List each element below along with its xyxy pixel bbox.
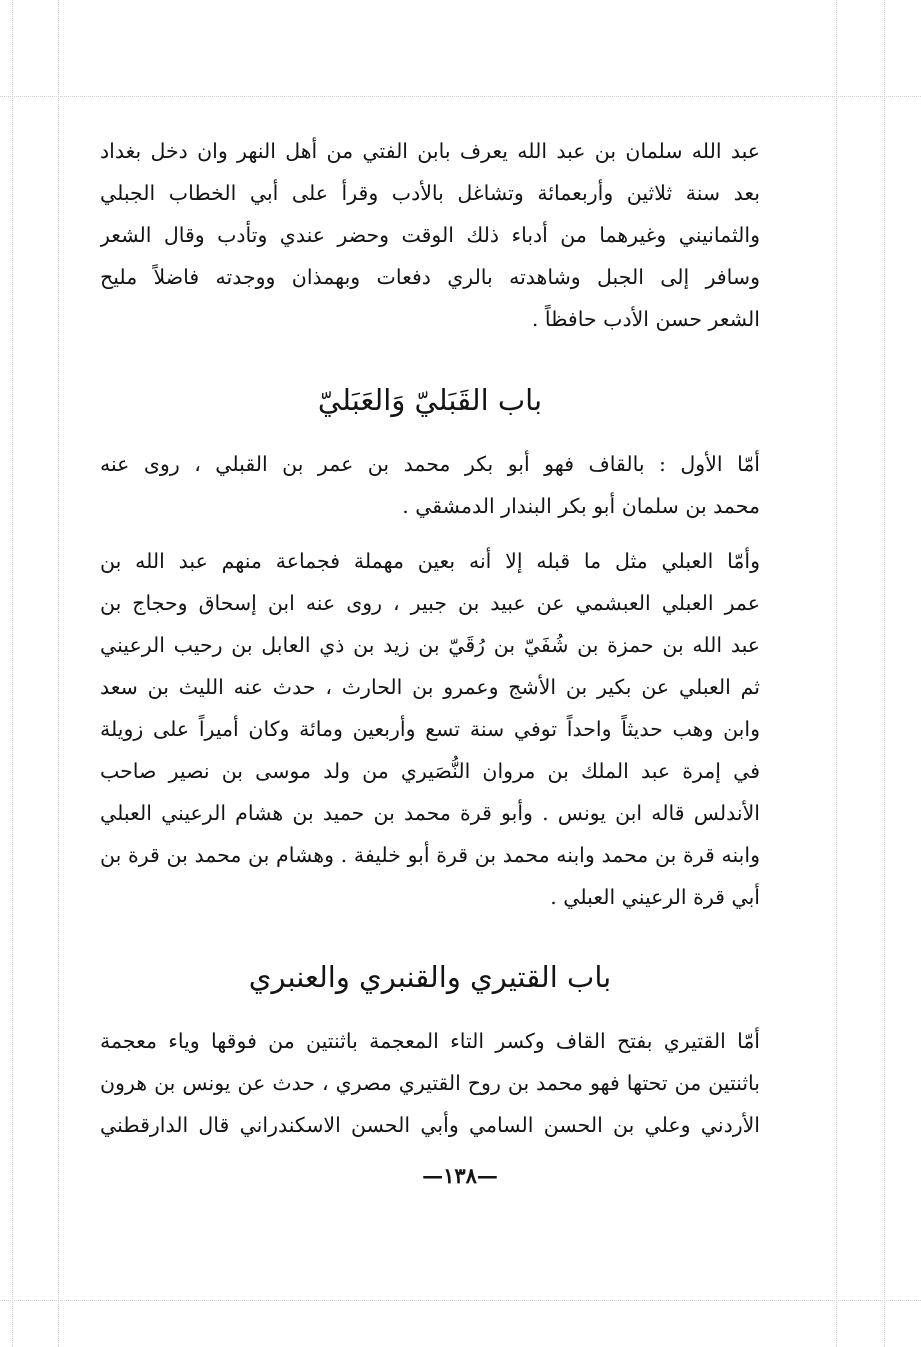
scan-guide-line bbox=[58, 0, 59, 1347]
paragraph-3 bbox=[100, 540, 760, 918]
text-line: عبد الله بن حمزة بن شُفَيّ بن رُقَيّ بن زيد بن ذي العابل بن رحيب الرعيني bbox=[100, 633, 760, 657]
page-number: —١٣٨— bbox=[422, 1163, 498, 1188]
text-line: ثم العبلي عن بكير بن الأشج وعمرو بن الحارث ، حدث عنه الليث بن سعد bbox=[100, 675, 760, 699]
scan-guide-line bbox=[836, 0, 837, 1347]
text-line: وابنه قرة بن محمد وابنه محمد بن قرة أبو خليفة . وهشام بن محمد بن قرة بن bbox=[100, 843, 760, 867]
paragraph-1 bbox=[100, 130, 760, 340]
text-line: عبد الله سلمان بن عبد الله يعرف بابن الفتي من أهل النهر وان دخل بغداد bbox=[100, 139, 760, 163]
text-line: الأردني وعلي بن الحسن السامي وأبي الحسن الاسكندراني قال الدارقطني bbox=[100, 1113, 760, 1137]
scan-guide-line bbox=[0, 1300, 921, 1301]
text-line: والثمانيني وغيرهما من أدباء ذلك الوقت وحضر عندي وتأدب وقال الشعر bbox=[100, 223, 760, 247]
text-line: وابن وهب حديثاً واحداً توفي سنة تسع وأربعين ومائة وكان أميراً على زويلة bbox=[100, 717, 760, 741]
text-line: باثنتين من تحتها فهو محمد بن روح القتيري مصري ، حدث عن يونس بن هرون bbox=[100, 1071, 760, 1095]
scan-guide-line bbox=[884, 0, 885, 1347]
section-heading-qabali-abali: باب القَبَليّ وَالعَبَليّ bbox=[317, 383, 543, 417]
text-line: وأمّا العبلي مثل ما قبله إلا أنه بعين مهملة فجماعة منهم عبد الله بن bbox=[100, 549, 760, 573]
text-line: في إمرة عبد الملك بن مروان النُّصَيري من ولد موسى بن نصير صاحب bbox=[100, 759, 760, 783]
text-line: أمّا القتيري بفتح القاف وكسر التاء المعجمة باثنتين من فوقها وياء معجمة bbox=[100, 1029, 760, 1053]
scan-guide-line bbox=[0, 96, 921, 97]
text-line: وسافر إلى الجبل وشاهدته بالري دفعات وبهمذان ووجدته فاضلاً مليح bbox=[100, 265, 760, 289]
text-line: الشعر حسن الأدب حافظاً . bbox=[531, 307, 760, 331]
text-line: أبي قرة الرعيني العبلي . bbox=[550, 885, 760, 909]
paragraph-2 bbox=[100, 443, 760, 527]
text-line: محمد بن سلمان أبو بكر البندار الدمشقي . bbox=[402, 494, 760, 518]
text-line: أمّا الأول : بالقاف فهو أبو بكر محمد بن عمر بن القبلي ، روى عنه bbox=[100, 452, 760, 476]
text-line: الأندلس قاله ابن يونس . وأبو قرة محمد بن حميد بن هشام الرعيني العبلي bbox=[100, 801, 760, 825]
paragraph-4 bbox=[100, 1020, 760, 1146]
scan-guide-line bbox=[12, 0, 13, 1347]
section-heading-qutayri-qanbari-anbari: باب القتيري والقنبري والعنبري bbox=[248, 960, 612, 994]
text-line: بعد سنة ثلاثين وأربعمائة وتشاغل بالأدب وقرأ على أبي الخطاب الجبلي bbox=[100, 181, 760, 205]
text-line: عمر العبلي العبشمي عن عبيد بن جبير ، روى عنه ابن إسحاق وحجاج بن bbox=[100, 591, 760, 615]
